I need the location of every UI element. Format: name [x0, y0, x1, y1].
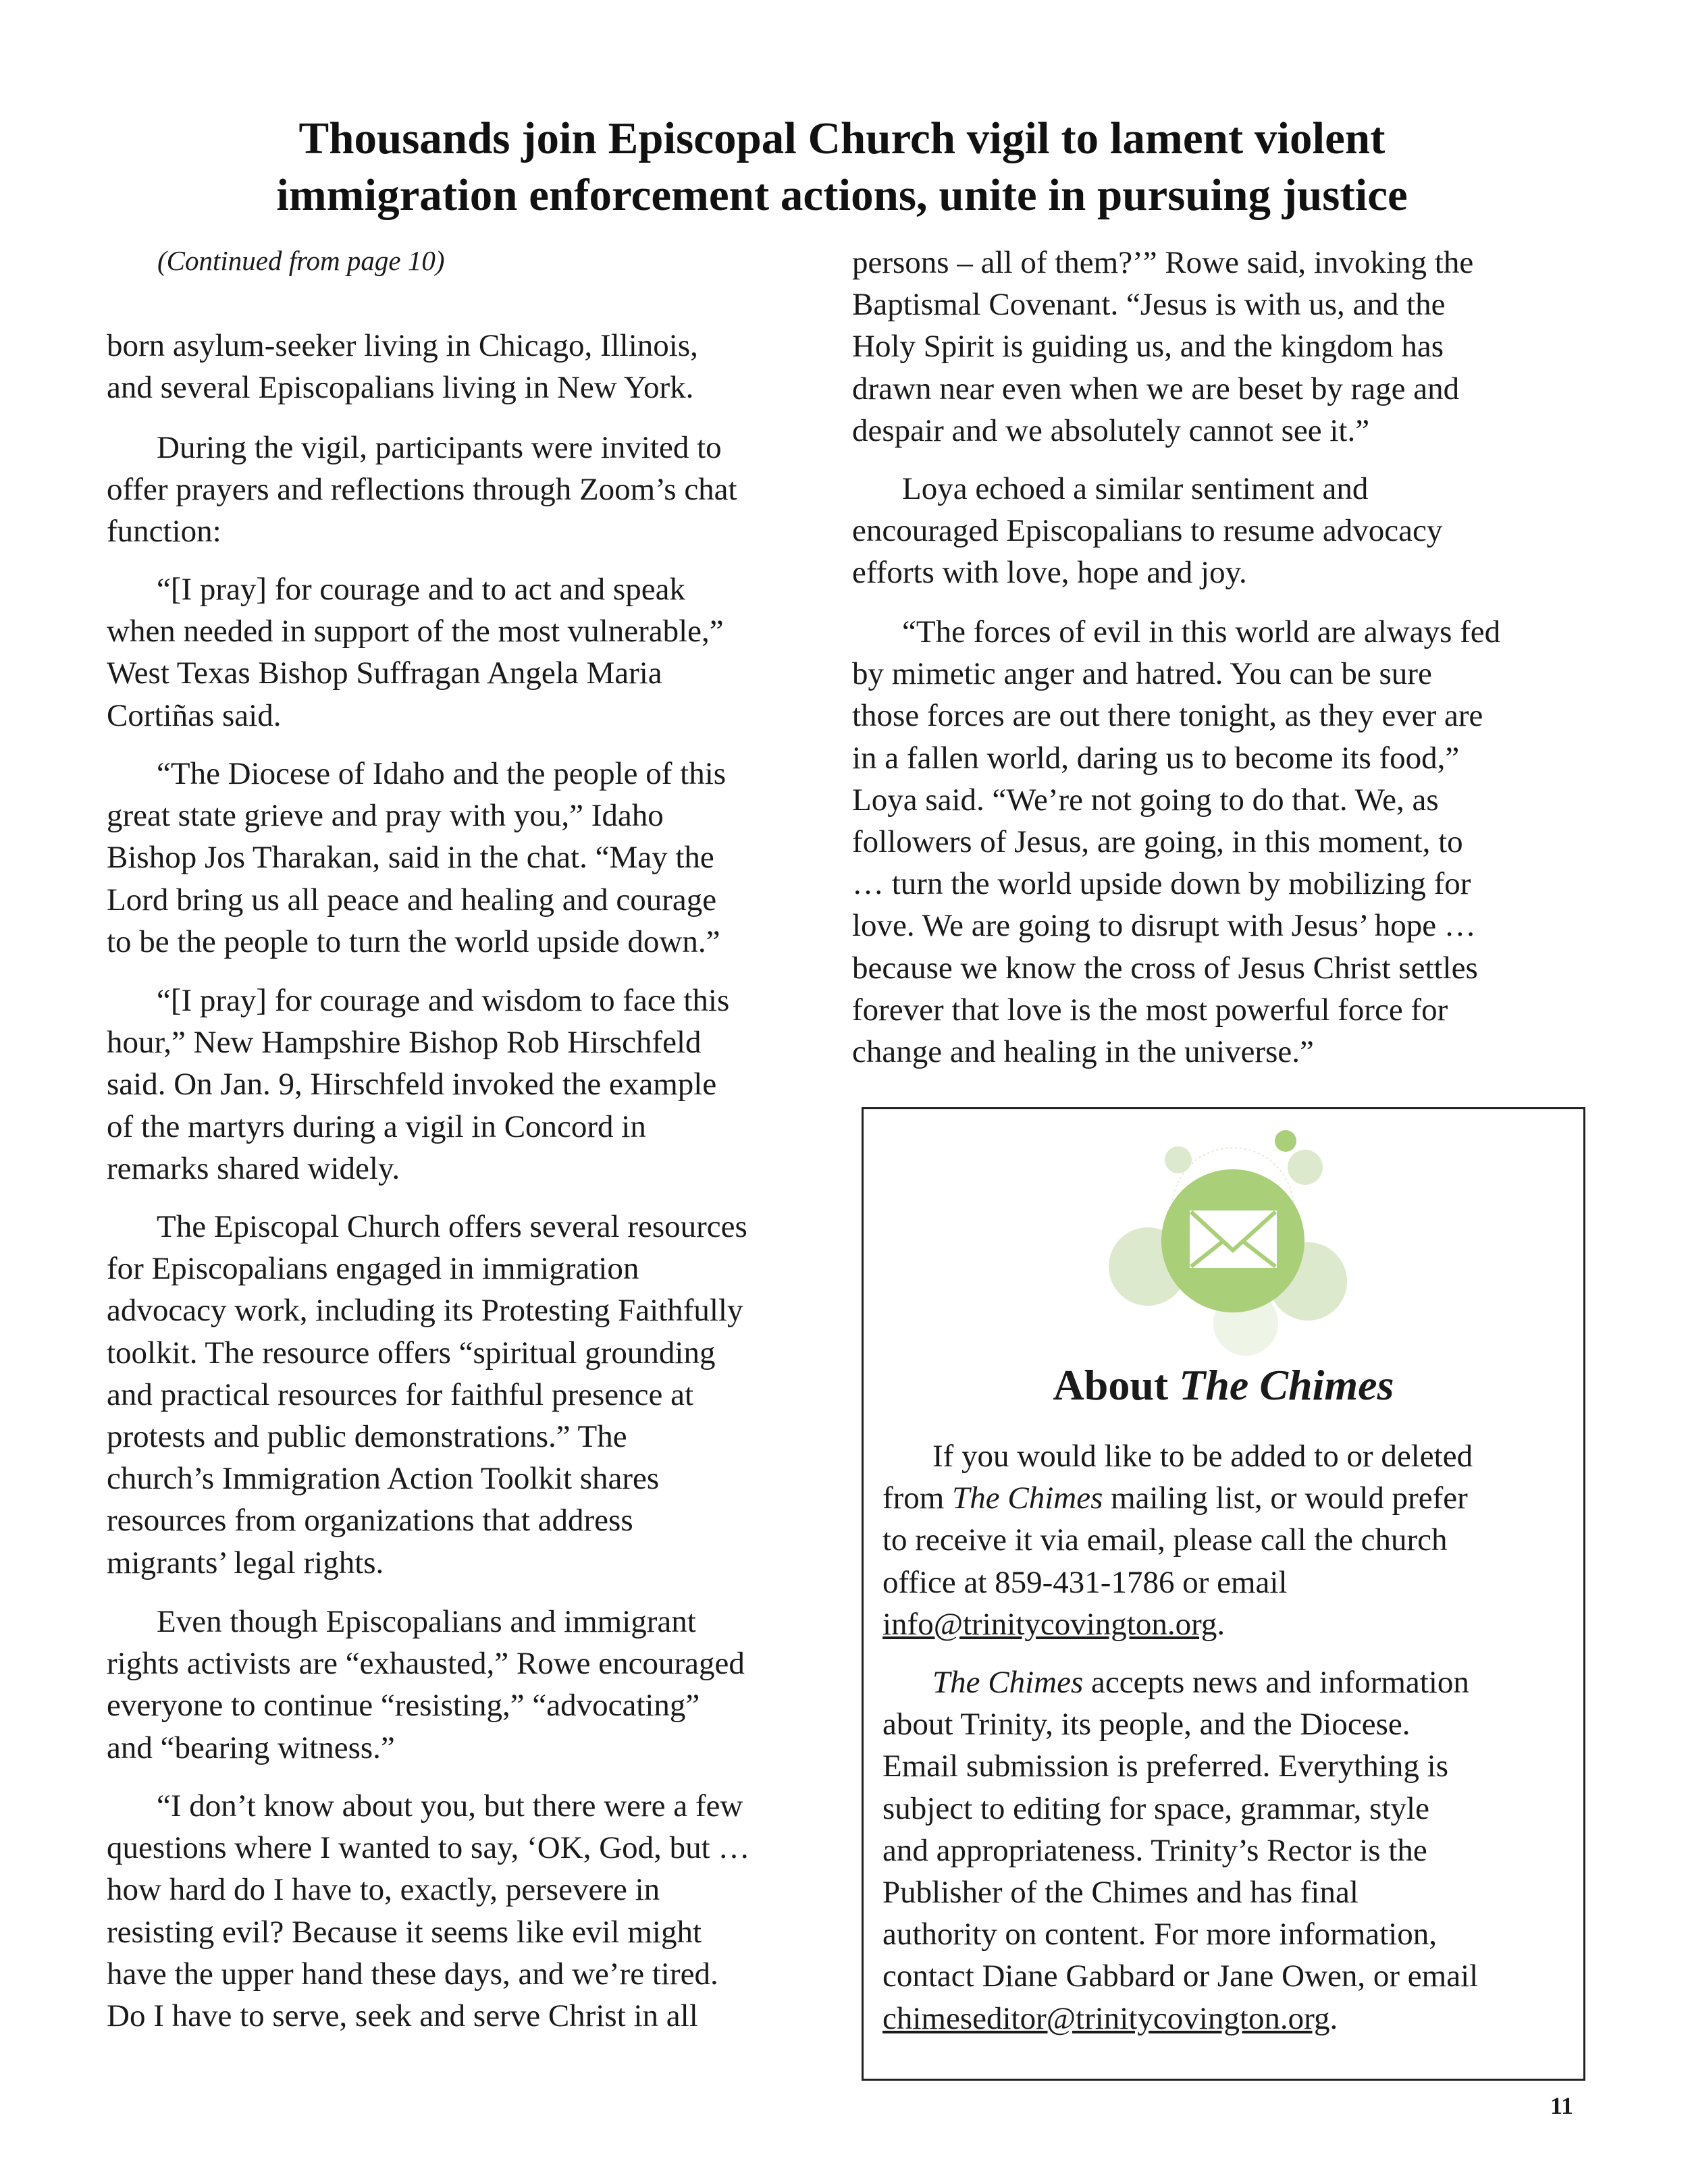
text-line: resources from organizations that address: [107, 1503, 633, 1539]
text-line: because we know the cross of Jesus Christ settles: [852, 950, 1478, 986]
text-line: “[I pray] for courage and to act and speak: [157, 572, 685, 607]
text-line: questions where I wanted to say, ‘OK, God, but …: [107, 1830, 750, 1866]
text-line: everyone to continue “resisting,” “advocating”: [107, 1688, 700, 1724]
text-line: hour,” New Hampshire Bishop Rob Hirschfeld: [107, 1025, 702, 1061]
text-line: those forces are out there tonight, as they ever are: [852, 698, 1483, 734]
text-line: change and healing in the universe.”: [852, 1034, 1314, 1070]
text-line: efforts with love, hope and joy.: [852, 555, 1247, 591]
text-line: protests and public demonstrations.” The: [107, 1419, 627, 1455]
text-line: and practical resources for faithful presence at: [107, 1377, 694, 1412]
text-line: offer prayers and reflections through Zoom’s chat: [107, 472, 737, 508]
text-line: remarks shared widely.: [107, 1150, 400, 1186]
chimeseditor-email-link[interactable]: chimeseditor@trinitycovington.org: [882, 2000, 1330, 2036]
info-email-link[interactable]: info@trinitycovington.org: [882, 1606, 1217, 1642]
text-line: for Episcopalians engaged in immigration: [107, 1251, 639, 1287]
text-line: to be the people to turn the world upside down.”: [107, 924, 720, 959]
text-line: The Episcopal Church offers several resources: [157, 1209, 747, 1244]
text-line: by mimetic anger and hatred. You can be sure: [852, 656, 1432, 692]
text-line: born asylum-seeker living in Chicago, Illinois,: [107, 328, 698, 363]
text-line: rights activists are “exhausted,” Rowe encouraged: [107, 1646, 745, 1682]
text-line: resisting evil? Because it seems like evil might: [107, 1914, 702, 1950]
text-line: and “bearing witness.”: [107, 1730, 395, 1765]
text-line: drawn near even when we are beset by rage and: [852, 371, 1460, 406]
text-line: “I don’t know about you, but there were a few: [157, 1788, 743, 1823]
text-line: “The forces of evil in this world are always fed: [902, 614, 1501, 649]
text-line: “The Diocese of Idaho and the people of this: [157, 756, 727, 791]
text-line: Loya echoed a similar sentiment and: [902, 471, 1369, 506]
subscription-paragraph: If you would like to be added to or deleted from The Chimes mailing list, or would prefer to receive it via email, please call the church office at 859-431-1786 or email info@trinitycovington.org.: [882, 1439, 1473, 1642]
text-line: function:: [107, 514, 221, 550]
text-line: of the martyrs during a vigil in Concord in: [107, 1109, 646, 1144]
continued-note: (Continued from page 10): [157, 245, 445, 276]
text-line: … turn the world upside down by mobilizing for: [852, 866, 1471, 902]
text-line: Loya said. “We’re not going to do that. We, as: [852, 782, 1439, 818]
page-number: 11: [1550, 2092, 1574, 2119]
text-line: Lord bring us all peace and healing and courage: [107, 882, 717, 917]
text-line: Holy Spirit is guiding us, and the kingdom has: [852, 329, 1444, 365]
text-line: Do I have to serve, seek and serve Christ in all: [107, 1998, 698, 2034]
text-line: followers of Jesus, are going, in this moment, to: [852, 824, 1463, 860]
text-line: persons – all of them?’” Rowe said, invoking the: [852, 245, 1474, 280]
text-line: migrants’ legal rights.: [107, 1545, 384, 1580]
text-line: love. We are going to disrupt with Jesus’ hope …: [852, 908, 1476, 944]
text-line: in a fallen world, daring us to become its food,”: [852, 740, 1460, 776]
text-line: West Texas Bishop Suffragan Angela Maria: [107, 656, 662, 691]
box-title: About The Chimes: [1053, 1361, 1394, 1409]
text-line: encouraged Episcopalians to resume advocacy: [852, 513, 1443, 549]
headline-line: Thousands join Episcopal Church vigil to lament violent: [298, 113, 1386, 163]
text-line: advocacy work, including its Protesting Faithfully: [107, 1293, 743, 1329]
text-line: great state grieve and pray with you,” Idaho: [107, 798, 664, 834]
text-line: Baptismal Covenant. “Jesus is with us, and the: [852, 287, 1446, 323]
headline-line: immigration enforcement actions, unite in pursuing justice: [276, 170, 1408, 220]
text-line: church’s Immigration Action Toolkit shares: [107, 1461, 660, 1497]
text-line: Bishop Jos Tharakan, said in the chat. “May the: [107, 840, 714, 876]
text-line: During the vigil, participants were invited to: [157, 430, 722, 465]
text-line: forever that love is the most powerful force for: [852, 992, 1448, 1028]
text-line: “[I pray] for courage and wisdom to face this: [157, 983, 730, 1018]
text-line: despair and we absolutely cannot see it.”: [852, 412, 1370, 448]
text-line: said. On Jan. 9, Hirschfeld invoked the example: [107, 1067, 717, 1102]
text-line: Even though Episcopalians and immigrant: [157, 1604, 696, 1639]
submissions-paragraph: The Chimes accepts news and information about Trinity, its people, and the Diocese. Email submission is preferred. Everything is subject to editing for space, grammar, style and appropriateness. Trinity’s Rector is the Publisher of the Chimes and has final authority on content. For more information, contact Diane Gabbard or Jane Owen, or email chimeseditor@trinitycovington.org.: [882, 1665, 1479, 2036]
text-line: how hard do I have to, exactly, persevere in: [107, 1872, 660, 1908]
text-line: when needed in support of the most vulnerable,”: [107, 614, 724, 649]
text-line: toolkit. The resource offers “spiritual grounding: [107, 1335, 716, 1370]
text-line: Cortiñas said.: [107, 697, 282, 733]
text-line: have the upper hand these days, and we’re tired.: [107, 1956, 718, 1992]
text-line: and several Episcopalians living in New York.: [107, 370, 694, 406]
